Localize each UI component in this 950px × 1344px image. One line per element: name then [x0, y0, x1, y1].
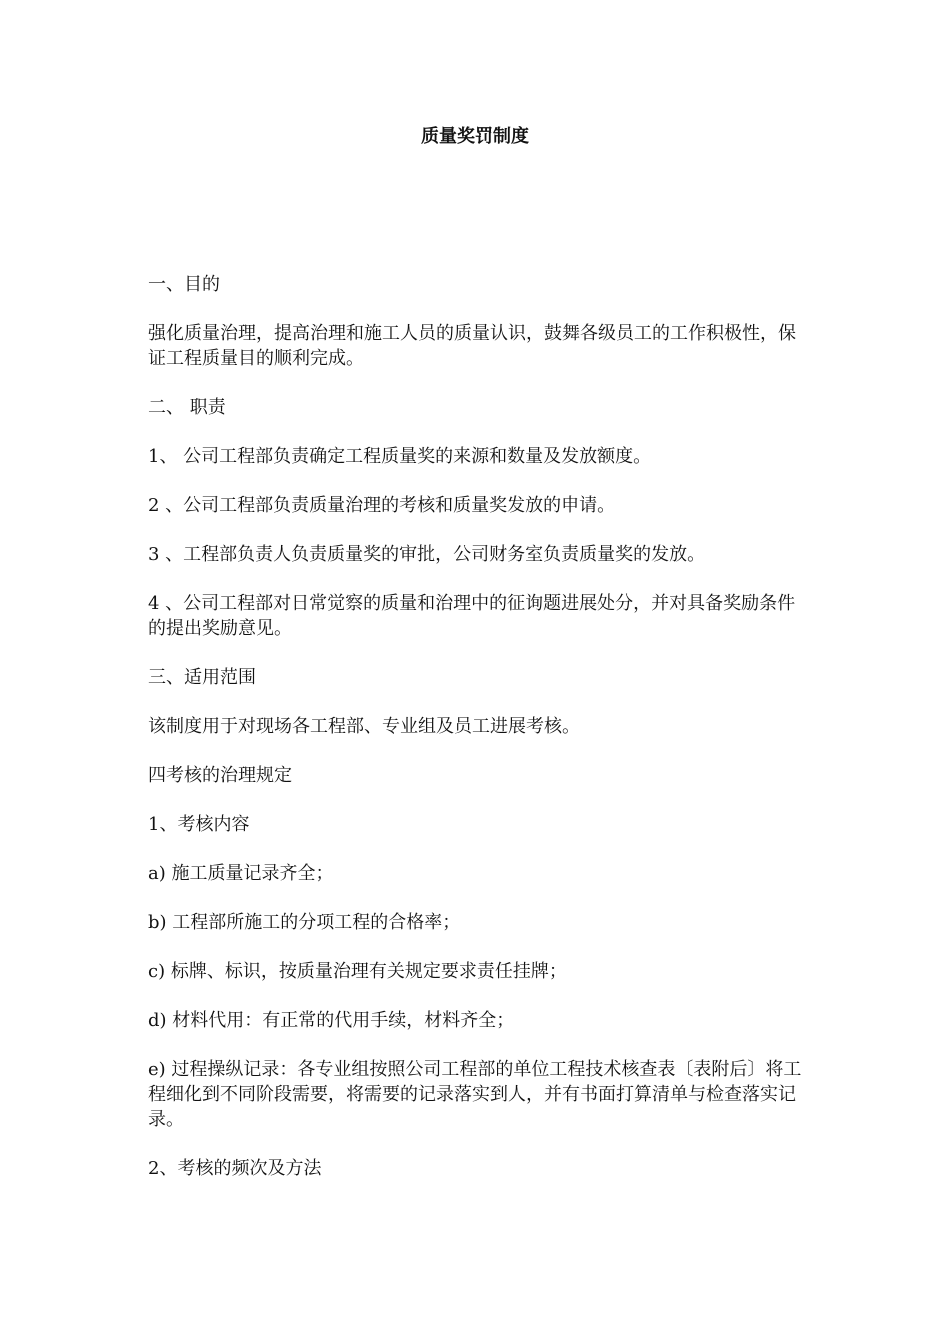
list-item: 1、 公司工程部负责确定工程质量奖的来源和数量及发放额度。	[148, 446, 652, 467]
paragraph-purpose: 强化质量治理，提高治理和施工人员的质量认识，鼓舞各级员工的工作积极性，保证工程质量目的顺利完成。	[148, 323, 796, 369]
section-heading-scope: 三、适用范围	[148, 667, 256, 688]
list-item: 3 、工程部负责人负责质量奖的审批，公司财务室负责质量奖的发放。	[148, 544, 706, 565]
subheading-assessment-content: 1、考核内容	[148, 814, 250, 835]
section-heading-assessment-rules: 四考核的治理规定	[148, 765, 292, 786]
list-item: c) 标牌、标识，按质量治理有关规定要求责任挂牌；	[148, 961, 567, 982]
list-item: 4 、公司工程部对日常觉察的质量和治理中的征询题进展处分，并对具备奖励条件的提出奖励意见。	[148, 593, 796, 639]
subheading-frequency-method: 2、考核的频次及方法	[148, 1158, 322, 1179]
section-heading-purpose: 一、目的	[148, 274, 220, 295]
list-item: b) 工程部所施工的分项工程的合格率；	[148, 912, 461, 933]
list-item: 2 、公司工程部负责质量治理的考核和质量奖发放的申请。	[148, 495, 616, 516]
document-body	[148, 272, 808, 1205]
page-title: 质量奖罚制度	[421, 126, 529, 147]
list-item: d) 材料代用：有正常的代用手续，材料齐全；	[148, 1010, 515, 1031]
section-heading-responsibilities: 二、 职责	[148, 397, 226, 418]
list-item: e) 过程操纵记录：各专业组按照公司工程部的单位工程技术核查表〔表附后〕将工程细化到不同阶段需要，将需要的记录落实到人，并有书面打算清单与检查落实记录。	[148, 1059, 802, 1130]
list-item: a) 施工质量记录齐全；	[148, 863, 334, 884]
paragraph-scope: 该制度用于对现场各工程部、专业组及员工进展考核。	[148, 716, 580, 737]
